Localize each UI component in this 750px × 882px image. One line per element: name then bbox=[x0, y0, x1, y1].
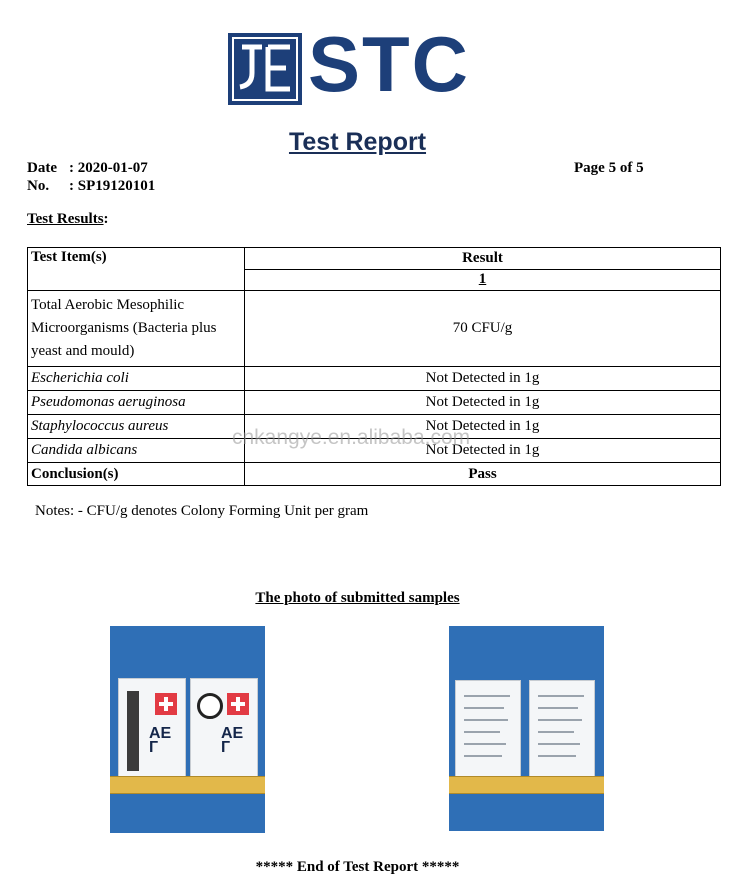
sample-card-back-right bbox=[529, 680, 595, 782]
stc-emblem-icon bbox=[228, 33, 302, 105]
results-table bbox=[27, 247, 721, 486]
section-title bbox=[27, 211, 109, 228]
card-barcode bbox=[127, 691, 139, 771]
number-label: No. bbox=[27, 178, 50, 194]
header-test-item: Test Item(s) bbox=[28, 248, 245, 291]
row-result: Not Detected in 1g bbox=[245, 367, 721, 391]
row-item: Pseudomonas aeruginosa bbox=[28, 391, 245, 415]
report-title: Test Report bbox=[288, 128, 427, 156]
sample-number: 1 bbox=[478, 271, 487, 288]
sample-card-left bbox=[118, 678, 186, 786]
swiss-flag-icon bbox=[227, 693, 249, 715]
section-title-text: Test Results bbox=[27, 211, 104, 227]
photo-title: The photo of submitted samples bbox=[255, 590, 460, 606]
logo-text: STC bbox=[308, 20, 470, 108]
row-result: Not Detected in 1g bbox=[245, 439, 721, 463]
table-row bbox=[28, 291, 721, 367]
card-ae-text: AE Г bbox=[149, 725, 172, 756]
table-row bbox=[28, 367, 721, 391]
sample-photo-front bbox=[110, 626, 265, 833]
row-item: Total Aerobic Mesophilic Microorganisms (Bacteria plus yeast and mould) bbox=[28, 291, 245, 367]
end-of-report: ***** End of Test Report ***** bbox=[255, 859, 460, 875]
measuring-ruler bbox=[449, 776, 604, 794]
measuring-ruler bbox=[110, 776, 265, 794]
stc-logo bbox=[228, 20, 490, 108]
watermark: cnkangye.en.alibaba.com bbox=[232, 426, 471, 449]
header-sample-number bbox=[245, 269, 721, 291]
date-label: Date bbox=[27, 160, 57, 176]
conclusion-row bbox=[28, 463, 721, 486]
sample-card-back-left bbox=[455, 680, 521, 782]
row-item: Escherichia coli bbox=[28, 367, 245, 391]
row-item: Staphylococcus aureus bbox=[28, 415, 245, 439]
date-value: : 2020-01-07 bbox=[69, 160, 148, 176]
emblem-icon bbox=[197, 693, 223, 719]
section-title-colon: : bbox=[103, 211, 109, 227]
sample-card-right bbox=[190, 678, 258, 786]
notes: Notes: - CFU/g denotes Colony Forming Unit per gram bbox=[35, 503, 369, 519]
swiss-flag-icon bbox=[155, 693, 177, 715]
page-number: Page 5 of 5 bbox=[574, 160, 644, 176]
number-value: : SP19120101 bbox=[69, 178, 156, 194]
sample-photo-back bbox=[449, 626, 604, 831]
card-ae-text: AE Г bbox=[221, 725, 244, 756]
date-line bbox=[27, 160, 148, 177]
table-row bbox=[28, 391, 721, 415]
row-item: Candida albicans bbox=[28, 439, 245, 463]
header-result: Result bbox=[245, 248, 721, 270]
row-result: Not Detected in 1g bbox=[245, 415, 721, 439]
row-result: 70 CFU/g bbox=[245, 291, 721, 367]
table-header-row bbox=[28, 248, 721, 270]
row-result: Not Detected in 1g bbox=[245, 391, 721, 415]
conclusion-value: Pass bbox=[245, 463, 721, 486]
conclusion-label: Conclusion(s) bbox=[28, 463, 245, 486]
number-line bbox=[27, 178, 155, 195]
